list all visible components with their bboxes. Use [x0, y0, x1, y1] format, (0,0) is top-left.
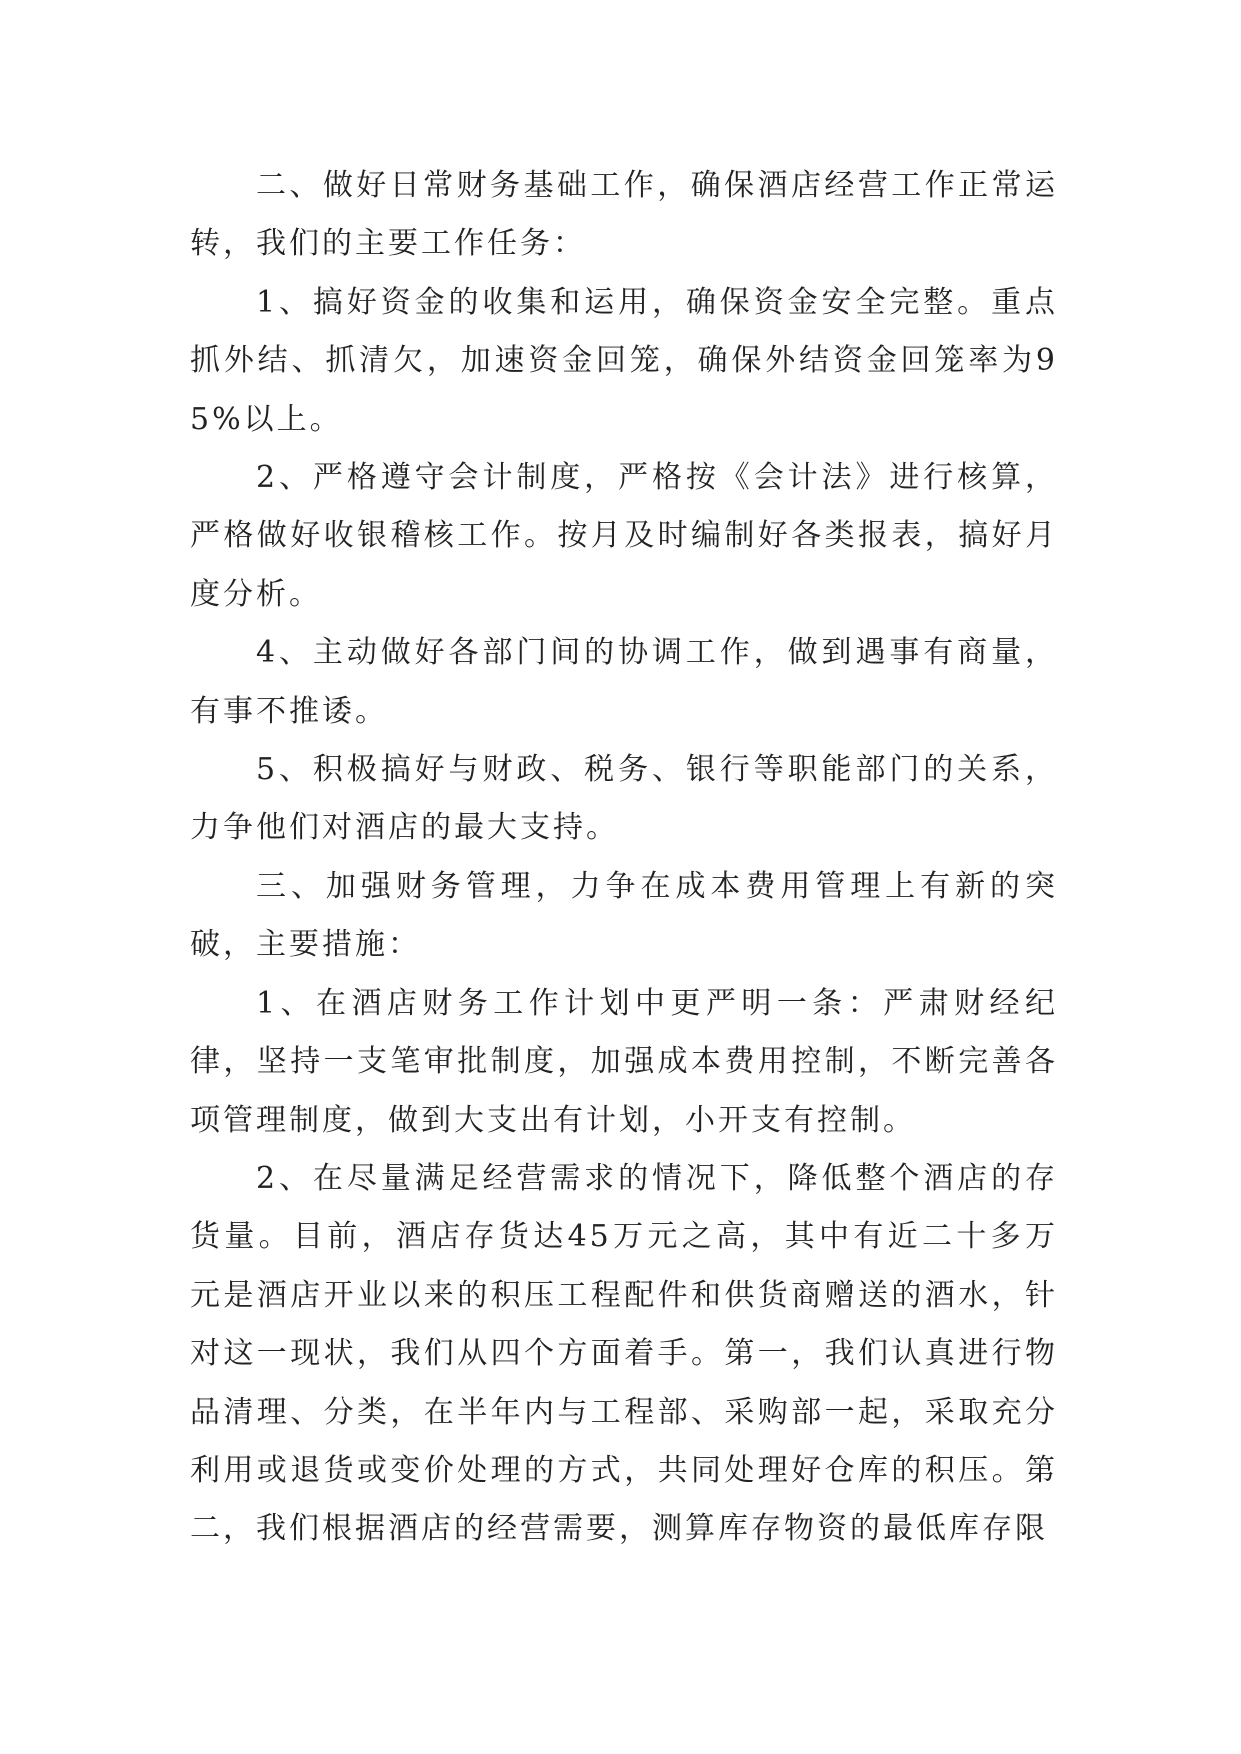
paragraph-department-coordination: 4、主动做好各部门间的协调工作，做到遇事有商量，有事不推诿。 [190, 635, 1058, 729]
paragraph-inventory-reduction: 2、在尽量满足经营需求的情况下，降低整个酒店的存货量。目前，酒店存货达45万元之高，其中有近二十多万元是酒店开业以来的积压工程配件和供货商赠送的酒水，针对这一现状，我们从四个方面着手。第一，我们认真进行物品清理、分类，在半年内与工程部、采购部一起，采取充分利用或退货或变价处理的方式，共同处理好仓库的积压。第二，我们根据酒店的经营需要，测算库存物资的最低库存限 [190, 1160, 1058, 1547]
paragraph-accounting-rules: 2、严格遵守会计制度，严格按《会计法》进行核算，严格做好收银稽核工作。按月及时编制好各类报表，搞好月度分析。 [190, 460, 1058, 612]
document-page [190, 157, 1058, 1559]
paragraph-external-relations: 5、积极搞好与财政、税务、银行等职能部门的关系，力争他们对酒店的最大支持。 [190, 752, 1058, 846]
paragraph-financial-discipline: 1、在酒店财务工作计划中更严明一条：严肃财经纪律，坚持一支笔审批制度，加强成本费用控制，不断完善各项管理制度，做到大支出有计划，小开支有控制。 [190, 985, 1058, 1138]
paragraph-section-two-heading: 二、做好日常财务基础工作，确保酒店经营工作正常运转，我们的主要工作任务： [190, 168, 1058, 262]
paragraph-section-three-heading: 三、加强财务管理，力争在成本费用管理上有新的突破，主要措施： [190, 868, 1058, 963]
paragraph-funds-management: 1、搞好资金的收集和运用，确保资金安全完整。重点抓外结、抓清欠，加速资金回笼，确保外结资金回笼率为95%以上。 [190, 284, 1058, 437]
